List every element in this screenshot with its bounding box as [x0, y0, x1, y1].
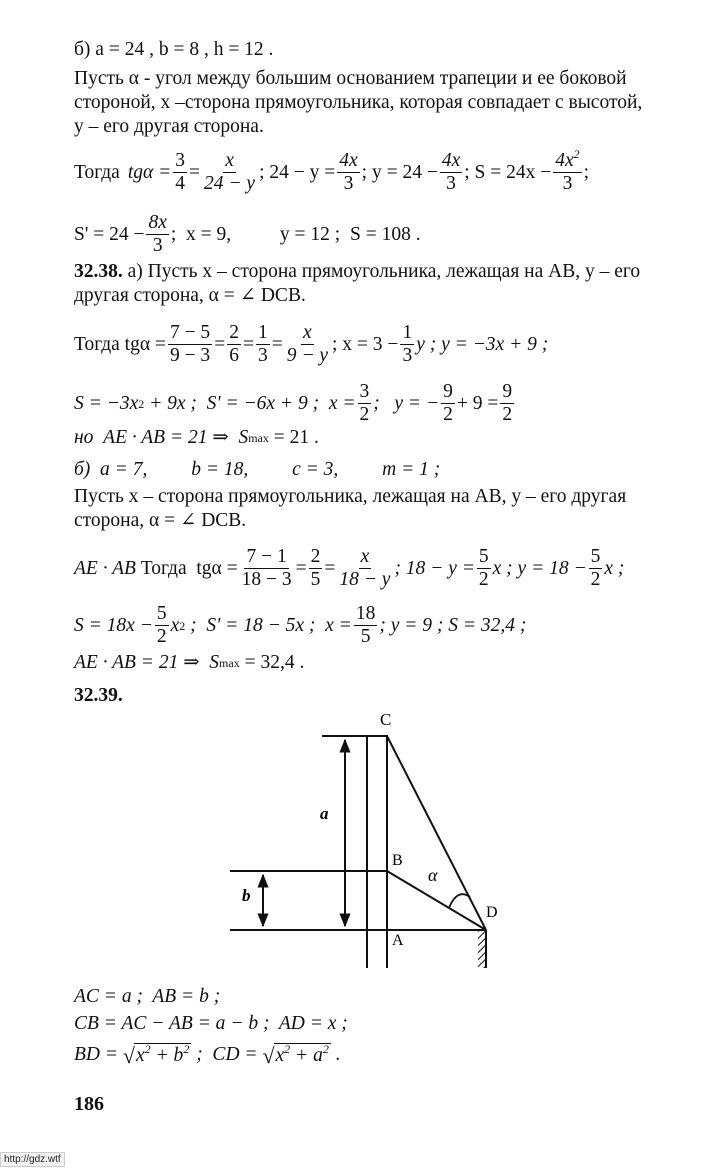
text: BD =	[74, 1044, 123, 1065]
line-cb-ad	[74, 1012, 348, 1036]
fraction: $\frac{1}{3}$	[402, 322, 413, 367]
text: ; x = 3 −	[332, 333, 399, 355]
fraction: $\frac{5}{2}$	[156, 603, 167, 648]
text: ; S' = 18 − 5x ; x =	[185, 614, 352, 636]
fraction: $\frac{2}{5}$	[310, 546, 321, 591]
formula-line-area-b: S = 18x − $\frac{5}{2}$ x 2 ; S' = 18 − 5x ; x = $\frac{18}{5}$ ; y = 9 ; S = 32,4 ;	[74, 603, 527, 648]
line-smax-b: AE · AB = 21 ⇒ S max = 32,4 .	[74, 652, 305, 673]
line-ac-ab	[74, 985, 220, 1009]
angle-arc	[449, 894, 470, 908]
text: .	[330, 1044, 341, 1065]
fraction: $\frac{7 - 1}{18 - 3}$	[241, 546, 292, 591]
fraction: $\frac{9}{2}$	[443, 381, 453, 426]
text: S' = 24 −	[74, 223, 145, 245]
text: а) Пусть x – сторона прямоугольника, лежащая на AB, у – его	[122, 261, 641, 282]
fraction: $\frac{1}{3}$	[257, 322, 268, 367]
text: ; y = 9 ; S = 32,4 ;	[379, 614, 527, 636]
fraction: $\frac{4x}{3}$	[339, 150, 358, 195]
fraction: $\frac{9}{2}$	[502, 381, 513, 426]
label-b: B	[392, 852, 403, 869]
text: = 21 .	[268, 427, 319, 448]
page-number: 186	[74, 1093, 104, 1115]
text: = 32,4 .	[239, 652, 305, 673]
fraction: $\frac{4x^2}{3}$	[555, 147, 580, 195]
fraction: $\frac{7 - 5}{9 - 3}$	[169, 322, 211, 367]
text: Тогда tgα =	[135, 557, 238, 579]
text: tgα =	[127, 161, 172, 183]
geometry-diagram	[230, 705, 500, 970]
line-text	[74, 67, 627, 91]
text: сторона, α = ∠ DCB.	[74, 510, 247, 531]
problem-number: 32.39.	[74, 685, 123, 706]
formula-line-derivative	[74, 213, 421, 257]
text: ; 24 − y =	[259, 161, 336, 183]
label-alpha: α	[428, 865, 438, 885]
line-text	[74, 284, 306, 308]
text: x	[170, 614, 180, 636]
label-b-length: b	[242, 886, 251, 905]
text: стороной, х –сторона прямоугольника, которая совпадает с высотой,	[74, 92, 643, 113]
text: б) a = 7, b = 18, c = 3, m = 1 ;	[74, 459, 441, 480]
problem-32-38-header	[74, 260, 640, 284]
text: x ; y = 18 −	[492, 557, 587, 579]
text: CB = AC − AB = a − b ; AD = x ;	[74, 1013, 348, 1034]
text: S = 18x −	[74, 614, 153, 636]
footer-url-link[interactable]: http://gdz.wtf	[0, 1152, 65, 1167]
line-text	[74, 509, 246, 533]
text: AE · AB = 21 ⇒ S	[74, 652, 220, 673]
text: ; x = 9, y = 12 ; S = 108 .	[170, 223, 421, 245]
fraction: $\frac{3}{2}$	[359, 381, 370, 426]
text: AE · AB	[74, 557, 136, 579]
fraction: $\frac{x}{9 - y}$	[286, 322, 329, 367]
text: x ;	[604, 557, 625, 579]
square-root: √ $x^2 + b^2$	[122, 1042, 190, 1068]
label-d: D	[486, 904, 498, 921]
problem-32-39-header	[74, 684, 123, 708]
line-text	[74, 91, 642, 115]
line-text	[74, 115, 264, 139]
line-text	[74, 485, 626, 509]
fraction: $\frac{x}{18 - y}$	[339, 546, 391, 591]
text: ; y = −	[373, 392, 440, 414]
formula-line-tg: Тогда tgα = $\frac{3}{4}$ = $\frac{x}{24 - y}$ ; 24 − y = $\frac{4x}{3}$ ; y = 24 − $\frac{4x}{3}$ ; S = 24x − $\frac{4x^2}{3}$ ;	[74, 147, 590, 195]
label-a: a	[320, 804, 329, 823]
text: но AE · AB = 21 ⇒ S	[74, 427, 249, 448]
line-case-b-params-2	[74, 458, 440, 482]
line-case-b-params	[74, 38, 273, 62]
fraction: $\frac{5}{2}$	[478, 546, 489, 591]
formula-line-area-a: S = −3x 2 + 9x ; S' = −6x + 9 ; x = $\frac{3}{2}$ ; y = − $\frac{9}{2}$ + 9 = $\frac{9}{2}$	[74, 381, 513, 426]
text: другая сторона, α = ∠ DCB.	[74, 285, 306, 306]
text: б) a = 24 , b = 8 , h = 12 .	[74, 39, 274, 60]
fraction: $\frac{2}{6}$	[229, 322, 239, 367]
square-root: √ $x^2 + a^2$	[262, 1042, 329, 1068]
text: AC = a ; AB = b ;	[74, 986, 221, 1007]
label-c: C	[380, 710, 392, 729]
text: S = −3x	[74, 392, 139, 414]
fraction: $\frac{8x}{3}$	[148, 212, 167, 257]
label-a-point: A	[392, 932, 404, 949]
formula-line-tg-b: AE · AB Тогда tgα = $\frac{7 - 1}{18 - 3}$ = $\frac{2}{5}$ = $\frac{x}{18 - y}$ ; 18 − y = $\frac{5}{2}$ x ; y = 18 − $\frac{5}{2}$ x ;	[74, 546, 625, 591]
formula-line-tg-a: Тогда tgα = $\frac{7 - 5}{9 - 3}$ = $\frac{2}{6}$ = $\frac{1}{3}$ = $\frac{x}{9 - y}$ ; x = 3 − $\frac{1}{3}$ y ; y = −3x + 9 ;	[74, 322, 549, 367]
text: Пусть α - угол между большим основанием трапеции и ее боковой	[74, 68, 627, 89]
fraction: $\frac{4x}{3}$	[441, 150, 461, 195]
fraction: $\frac{5}{2}$	[590, 546, 601, 591]
fraction: $\frac{x}{24 - y}$	[204, 150, 256, 195]
fraction: $\frac{3}{4}$	[175, 150, 185, 195]
text: y ; y = −3x + 9 ;	[416, 333, 549, 355]
text: ; y = 24 −	[361, 161, 438, 183]
text: Тогда	[74, 161, 120, 183]
text: + 9x ; S' = −6x + 9 ; x =	[144, 392, 356, 414]
text: Пусть х – сторона прямоугольника, лежащая на АВ, у – его другая	[74, 486, 627, 507]
text: у – его другая сторона.	[74, 116, 264, 137]
wall-hatch	[478, 930, 486, 968]
line-smax-a: но AE · AB = 21 ⇒ S max = 21 .	[74, 427, 319, 448]
problem-number: 32.38.	[74, 261, 123, 282]
text: ; S = 24x −	[464, 161, 552, 183]
fraction: $\frac{18}{5}$	[355, 603, 376, 648]
text: ;	[583, 161, 590, 183]
line-bd-cd	[74, 1043, 341, 1067]
text: Тогда tgα =	[74, 333, 166, 355]
text: + 9 =	[456, 392, 499, 414]
text: ; 18 − y =	[394, 557, 475, 579]
text: ; CD =	[191, 1044, 263, 1065]
